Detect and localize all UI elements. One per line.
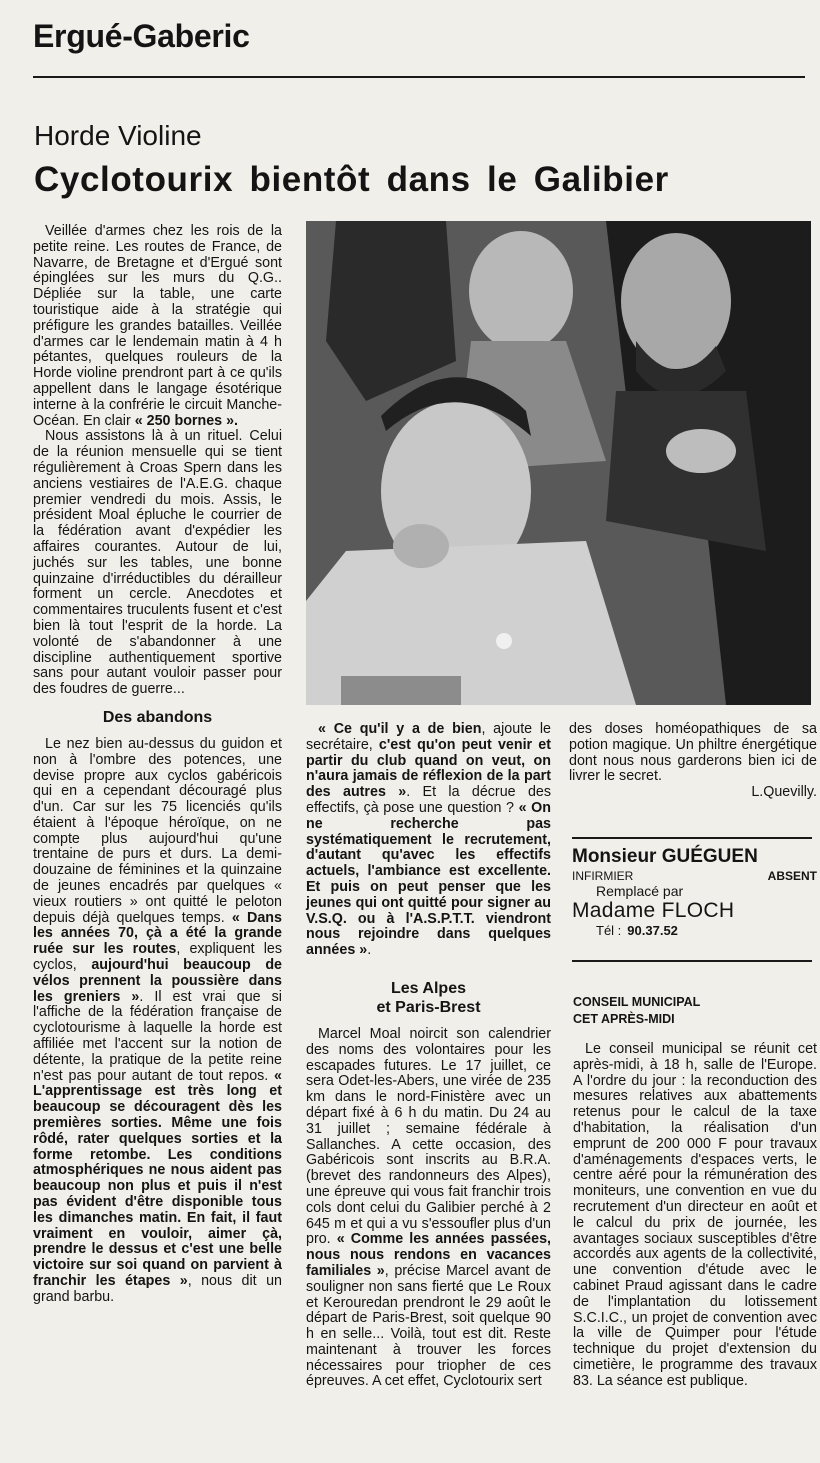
notice-name: Monsieur GUÉGUEN: [572, 846, 758, 867]
article-kicker: Horde Violine: [34, 120, 202, 151]
section-rule: [33, 76, 805, 78]
notice-replaced: Remplacé par: [596, 883, 684, 899]
conseil-title-2: CET APRÈS-MIDI: [573, 1012, 675, 1026]
notice-replacement-name: Madame FLOCH: [572, 899, 735, 922]
article-column-3: [569, 722, 817, 801]
paragraph: Nous assistons là à un rituel. Celui de la réunion mensuelle qui se tient régulièrement à Croas Spern dans les anciens vestiaires de l'A.E.G. chaque premier vendredi du mois. Assis, le président Moal épluche le courrier de la fédération avant d'expédier les affaires courantes. Autour de lui, juchés sur les tables, une bonne quinzaine d'irréductibles du dérailleur forment un cercle. Anecdotes et commentaires truculents fusent et c'est bien là tout l'esprit de la horde. La volonté de s'abandonner à une discipline authentiquement sportive sans pour autant vouloir passer pour des foudres de guerre...: [33, 428, 282, 698]
article-column-2: [306, 722, 551, 1390]
notice-phone: Tél : 90.37.52: [596, 923, 678, 938]
notice-status: ABSENT: [767, 869, 817, 883]
section-title: Ergué-Gaberic: [33, 18, 250, 54]
notice-role: INFIRMIER: [572, 869, 634, 883]
cyclists-photo-illustration: [306, 221, 811, 705]
conseil-article: [573, 994, 817, 1390]
paragraph: Le conseil municipal se réunit cet après-midi, à 18 h, salle de l'Europe. A l'ordre du jour : la reconduction des mesures relatives aux abattements retenus pour le calcul de la taxe d'habitation, la réalisation d'un emprunt de 200 000 F pour travaux d'aménagements d'espaces verts, le centre aéré pour la rémunération des moniteurs, une convention en vue du recrutement d'un directeur en août et le calcul du prix de journée, les avantages sociaux susceptibles d'être accordés aux agents de la collectivité, une convention d'étude avec le cabinet Praud agissant dans le cadre de l'implantation du lotissement S.C.I.C., un projet de convention avec la ville de Quimper pour l'étude technique du projet d'extension du cimetière, le programme des travaux 83. La séance est publique.: [573, 1041, 817, 1389]
subheading: Les Alpes et Paris-Brest: [376, 979, 481, 1016]
paragraph: des doses homéopathiques de sa potion magique. Un philtre énergétique dont nous nous garderons bien ici de livrer le secret.: [569, 721, 817, 785]
conseil-title-1: CONSEIL MUNICIPAL: [573, 995, 701, 1009]
notice-rule: [572, 837, 812, 839]
article-headline: Cyclotourix bientôt dans le Galibier: [34, 160, 669, 199]
article-column-1: [33, 224, 282, 1306]
author-signature: L.Quevilly.: [751, 784, 817, 801]
notice-role-row: [572, 869, 817, 883]
nurse-notice: [572, 845, 817, 939]
paragraph: Marcel Moal noircit son calendrier des noms des volontaires pour les escapades futures. Le 17 juillet, ce sera Odet-les-Abers, une virée de 235 km dans le nord-Finistère avec un départ fixé à 6 h du matin. Du 24 au 31 juillet ; semaine fédérale à Sallanches. A cette occasion, des Gabéricois sont inscrits au B.R.A. (brevet des randonneurs des Alpes), une épreuve qui vous fait franchir trois cols dont celui du Galibier perché à 2 645 m et qui a vu s'essoufler plus d'un pro. « Comme les années passées, nous nous rendons en vacances familiales », précise Marcel avant de souligner non sans fierté que Le Roux et Kerouredan prendront le 29 août le départ de Paris-Brest, soit quelque 90 h en selle... Voilà, tout est dit. Reste maintenant à trouver les forces nécessaires pour triopher de ces épreuves. A cet effet, Cyclotourix sert: [306, 1025, 551, 1390]
notice-rule-bottom: [572, 960, 812, 962]
subheading: Des abandons: [102, 708, 213, 726]
paragraph: « Ce qu'il y a de bien, ajoute le secrétaire, c'est qu'on peut venir et partir du club quand on veut, on n'aura jamais de réflexion de la part des autres ». Et la décrue des effectifs, çà pose une question ? « On ne recherche pas systématiquement le recrutement, d'autant qu'avec les effectifs actuels, l'ambiance est excellente. Et puis on peut penser que les jeunes qui ont quitté pour signer au V.S.Q. ou à l'A.S.P.T.T. viendront nous rejoindre dans quelques années ».: [306, 721, 552, 959]
article-photo: [306, 221, 811, 705]
paragraph: Veillée d'armes chez les rois de la petite reine. Les routes de France, de Navarre, de Bretagne et d'Ergué sont épinglées sur les murs du Q.G.. Dépliée sur la table, une carte touristique aide à la stratégie qui préfigure les grandes batailles. Veillée d'armes car le lendemain matin à 4 h pétantes, quelques rouleurs de la Horde violine prendront part à ce qu'ils appellent dans le langage ésotérique interne à la confrérie le circuit Manche-Océan. En clair « 250 bornes ».: [33, 223, 282, 429]
paragraph: Le nez bien au-dessus du guidon et non à l'ombre des potences, une devise propre aux cyclos gabéricois qui en a cependant découragé plus d'un. Car sur les 75 licenciés qu'ils étaient à l'époque héroïque, on ne compte plus aujourd'hui qu'une trentaine de purs et durs. La demi-douzaine de féminines et la quinzaine de jeunes encadrés par quelques « vieux routiers » ont quitté le peloton depuis déjà quelques temps. « Dans les années 70, çà a été la grande ruée sur les routes, expliquent les cyclos, aujourd'hui beaucoup de vélos prennent la poussière dans les greniers ». Il est vrai que si l'affiche de la fédération française de cyclotourisme à laquelle la horde est affiliée met l'accent sur la notion de détente, la pratique de la petite reine n'est pas pour autant de tout repos. « L'apprentissage est très long et beaucoup se découragent dès les premières sorties. Même une fois rôdé, rater quelques sorties et la forme retombe. Les conditions atmosphériques ne nous aident pas beaucoup non plus et puis il n'est pas évident d'être disponible tous les dimanches matin. En fait, il faut vraiment en vouloir, aimer çà, prendre le dessus et c'est une belle victoire sur soi quand on parvient à franchir les étapes », nous dit un grand barbu.: [33, 735, 283, 1305]
